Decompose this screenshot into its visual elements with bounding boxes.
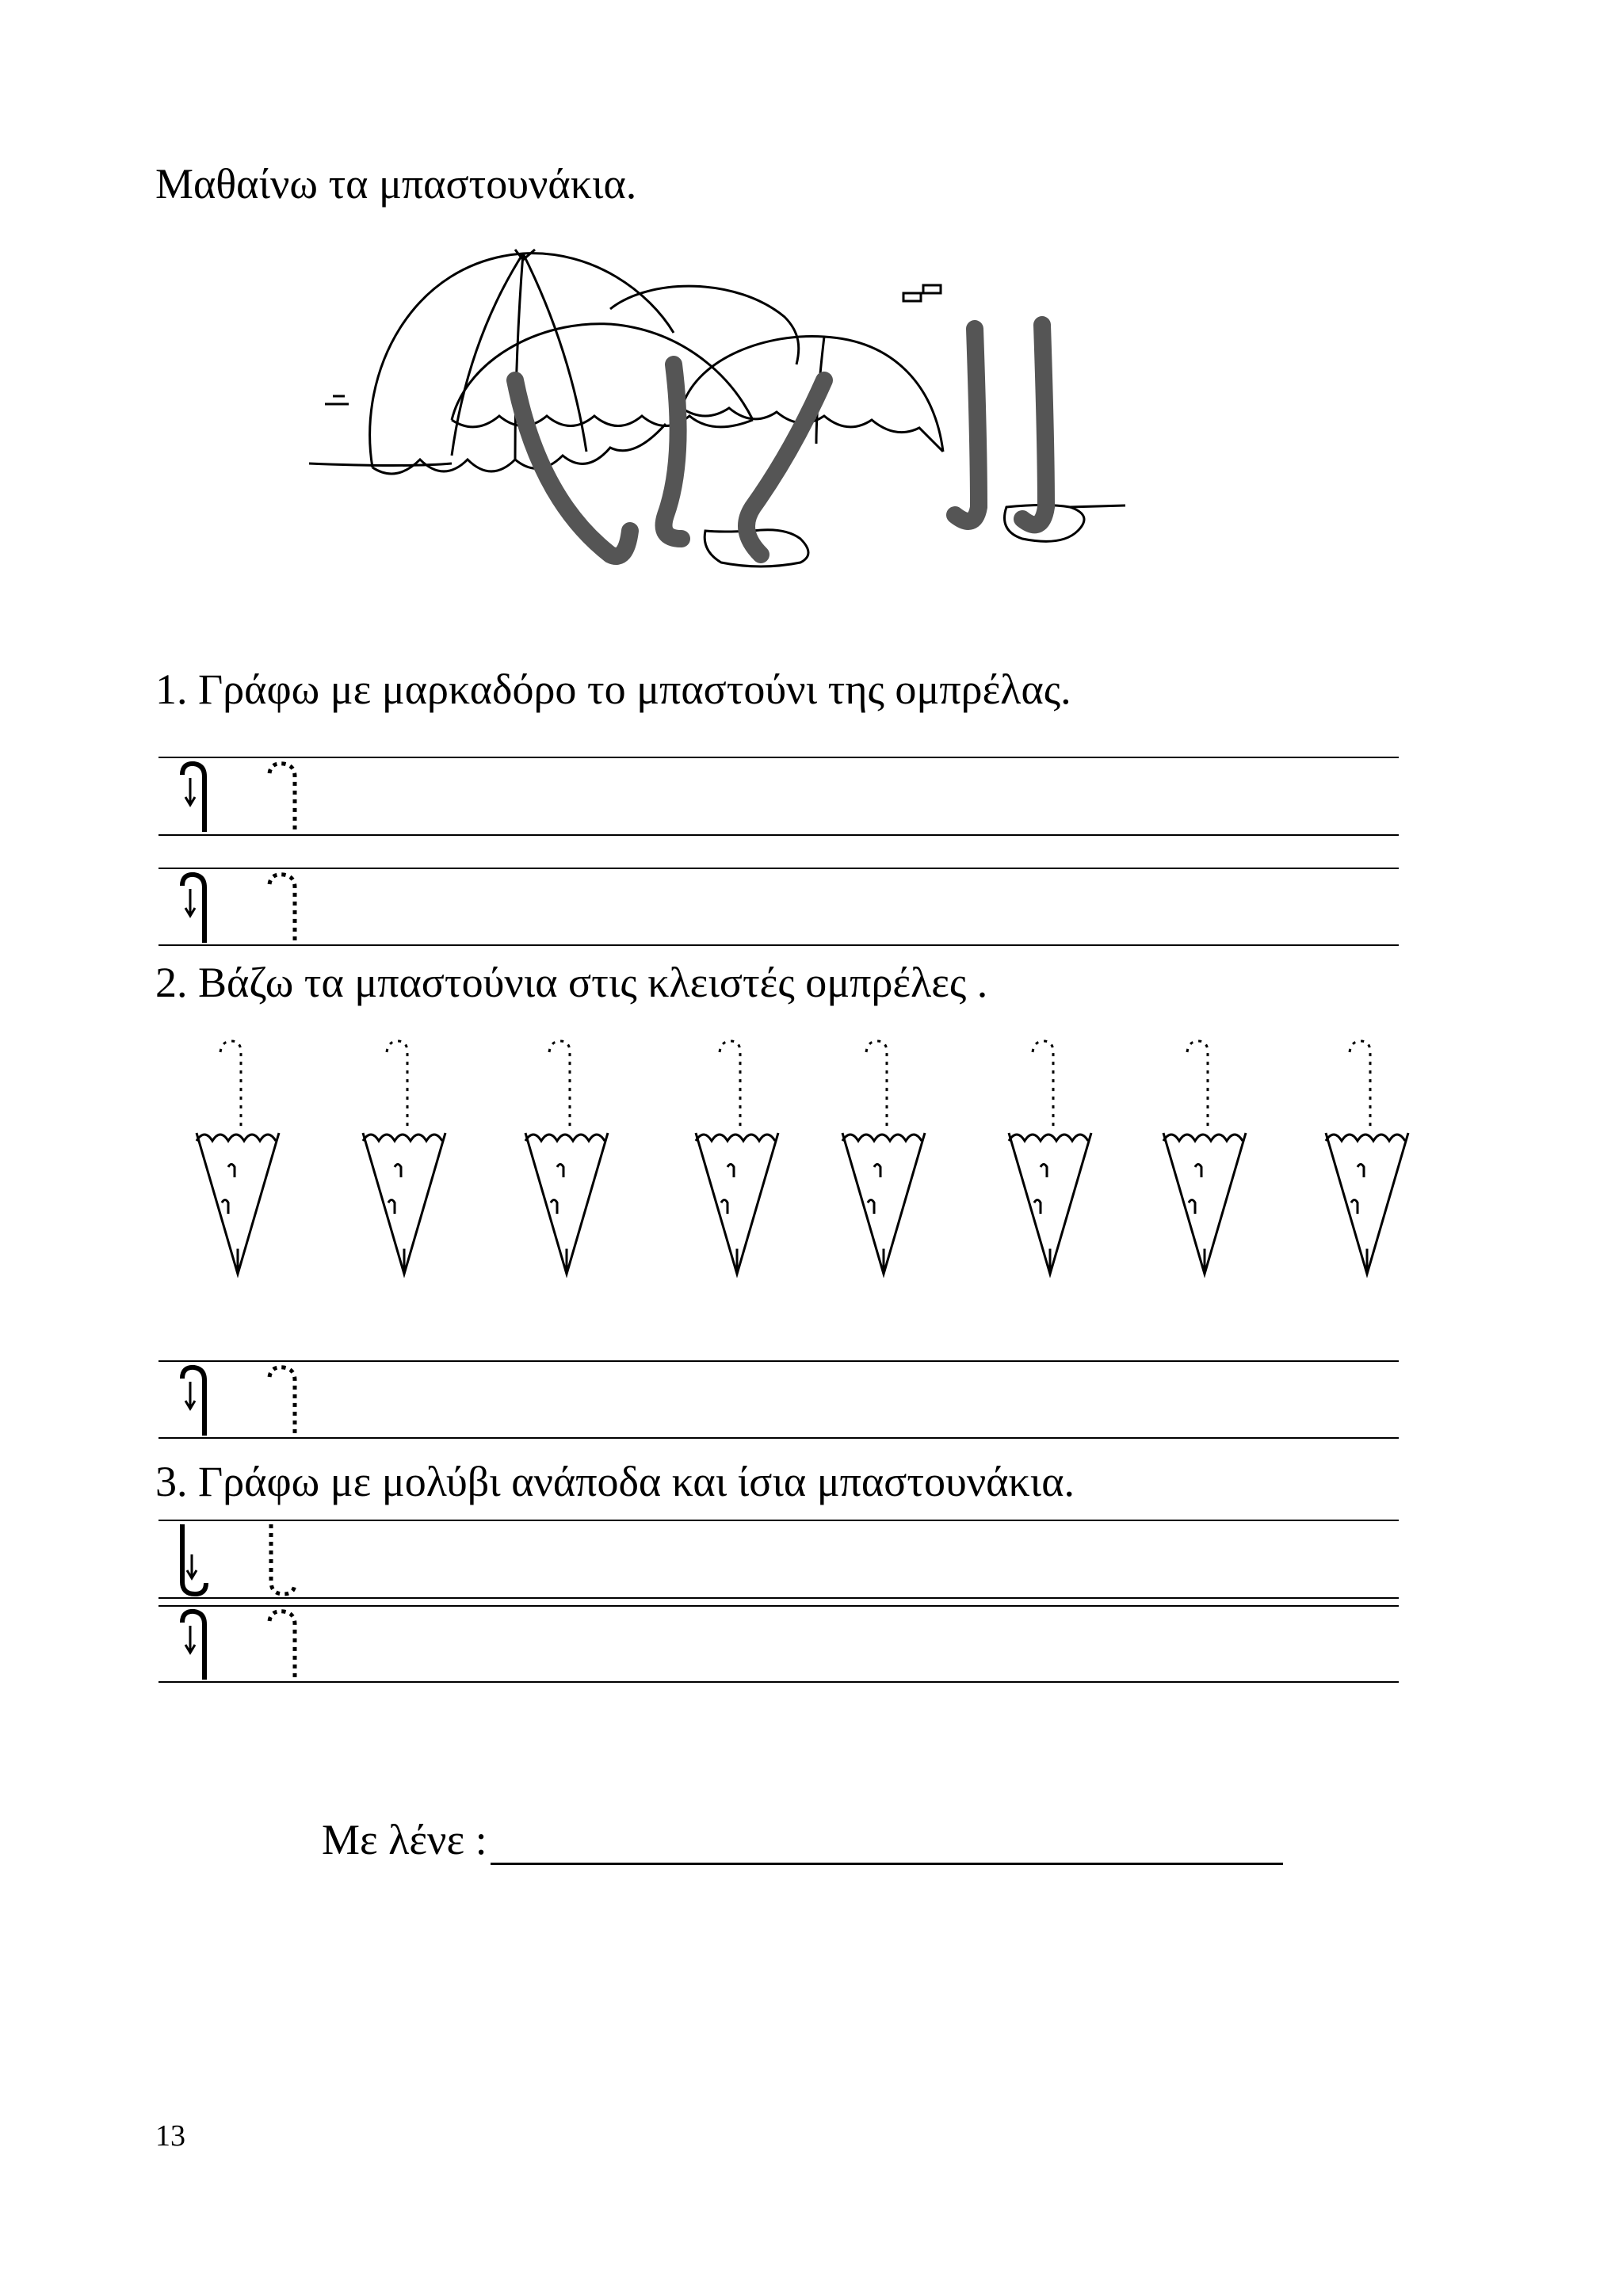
closed-umbrella-icon [519,1036,614,1274]
writing-line [158,1437,1399,1439]
dotted-stick-trace-icon [263,1607,311,1683]
writing-line [158,1360,1399,1362]
closed-umbrella-icon [1319,1036,1415,1274]
stick-stroke-icon [174,1607,222,1683]
writing-line [158,1520,1399,1521]
closed-umbrella-icon [1157,1036,1252,1274]
writing-line [158,944,1399,946]
exercise-2-instruction: 2. Βάζω τα μπαστούνια στις κλειστές ομπρέλες . [155,959,988,1006]
writing-line [158,1681,1399,1683]
reverse-stick-stroke-icon [174,1521,222,1597]
exercise-1-instruction: 1. Γράφω με μαρκαδόρο το μπαστούνι της ομπρέλας. [155,666,1071,713]
closed-umbrella-icon [190,1036,285,1274]
closed-umbrella-icon [836,1036,931,1274]
exercise-3-instruction: 3. Γράφω με μολύβι ανάποδα και ίσια μπαστουνάκια. [155,1458,1075,1505]
writing-line [158,757,1399,758]
stick-stroke-icon [174,759,222,835]
stick-stroke-icon [174,870,222,946]
stick-stroke-icon [174,1363,222,1439]
closed-umbrella-icon [689,1036,785,1274]
dotted-stick-trace-icon [263,1521,311,1597]
dotted-stick-trace-icon [263,759,311,835]
writing-line [158,1597,1399,1599]
closed-umbrella-icon [357,1036,452,1274]
writing-line [158,1605,1399,1607]
writing-line [158,834,1399,836]
name-row [322,1814,1283,1865]
dotted-stick-trace-icon [263,1363,311,1439]
umbrella-illustration [309,246,1149,602]
name-label: Με λένε : [322,1816,487,1863]
page-title: Μαθαίνω τα μπαστουνάκια. [155,160,637,208]
closed-umbrella-icon [1002,1036,1098,1274]
dotted-stick-trace-icon [263,870,311,946]
name-write-line[interactable] [491,1818,1283,1865]
page-number: 13 [155,2119,185,2153]
writing-line [158,868,1399,869]
